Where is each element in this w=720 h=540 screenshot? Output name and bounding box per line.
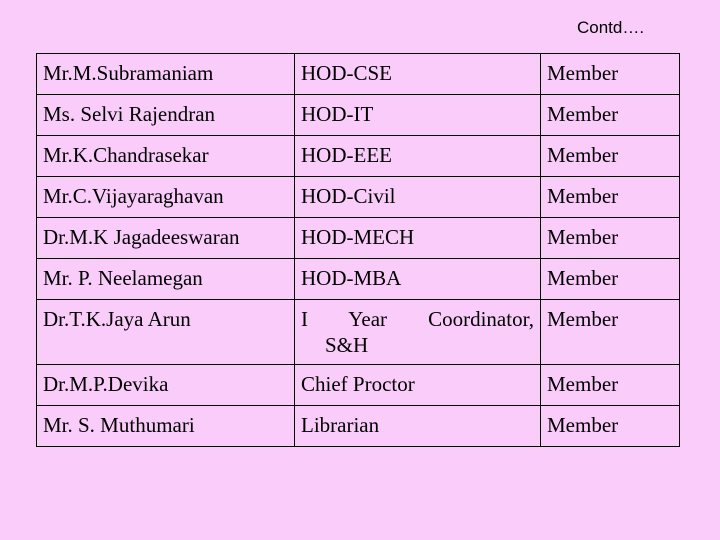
committee-members-table [36, 53, 680, 447]
member-role: Librarian [295, 406, 541, 447]
table-row [37, 218, 680, 259]
member-name: Mr. S. Muthumari [37, 406, 295, 447]
member-status: Member [541, 177, 680, 218]
member-status: Member [541, 95, 680, 136]
member-status: Member [541, 259, 680, 300]
member-role: HOD-IT [295, 95, 541, 136]
member-status: Member [541, 54, 680, 95]
table-row [37, 95, 680, 136]
member-role: Chief Proctor [295, 365, 541, 406]
member-role: HOD-EEE [295, 136, 541, 177]
continued-label: Contd…. [577, 18, 645, 37]
member-role [295, 300, 541, 365]
member-name: Mr.C.Vijayaraghavan [37, 177, 295, 218]
member-status: Member [541, 136, 680, 177]
member-name: Mr. P. Neelamegan [37, 259, 295, 300]
member-status: Member [541, 300, 680, 365]
member-name: Dr.T.K.Jaya Arun [37, 300, 295, 365]
table-row [37, 136, 680, 177]
member-role-line2: S&H [325, 333, 369, 357]
member-name: Mr.K.Chandrasekar [37, 136, 295, 177]
table-row [37, 300, 680, 365]
member-role: HOD-MBA [295, 259, 541, 300]
table-row [37, 54, 680, 95]
member-status: Member [541, 406, 680, 447]
member-role: HOD-MECH [295, 218, 541, 259]
member-name: Ms. Selvi Rajendran [37, 95, 295, 136]
table-row [37, 177, 680, 218]
member-status: Member [541, 365, 680, 406]
table-row [37, 406, 680, 447]
member-role-line1: I Year Coordinator, [301, 307, 534, 331]
table-row [37, 259, 680, 300]
member-name: Mr.M.Subramaniam [37, 54, 295, 95]
member-name: Dr.M.P.Devika [37, 365, 295, 406]
table-row [37, 365, 680, 406]
member-role: HOD-CSE [295, 54, 541, 95]
member-name: Dr.M.K Jagadeeswaran [37, 218, 295, 259]
member-role: HOD-Civil [295, 177, 541, 218]
member-status: Member [541, 218, 680, 259]
